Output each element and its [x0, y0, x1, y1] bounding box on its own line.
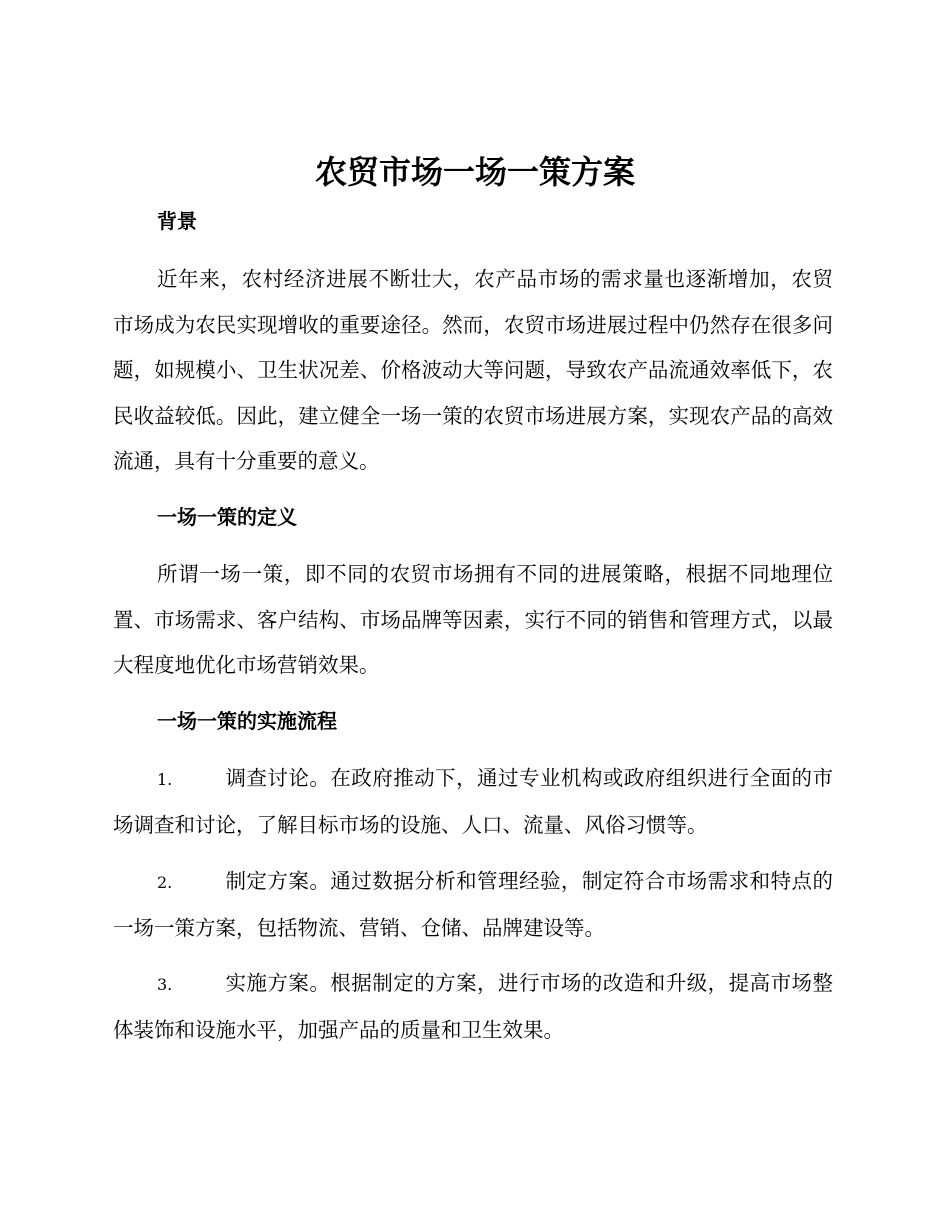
- list-item-text: 调查讨论。在政府推动下，通过专业机构或政府组织进行全面的市场调查和讨论，了解目标市场的设施、人口、流量、风俗习惯等。: [113, 766, 833, 837]
- background-paragraph: 近年来，农村经济进展不断壮大，农产品市场的需求量也逐渐增加，农贸市场成为农民实现增收的重要途径。然而，农贸市场进展过程中仍然存在很多问题，如规模小、卫生状况差、价格波动大等问题，导致农产品流通效率低下，农民收益较低。因此，建立健全一场一策的农贸市场进展方案，实现农产品的高效流通，具有十分重要的意义。: [113, 267, 833, 473]
- document-title: 农贸市场一场一策方案: [314, 153, 635, 191]
- section-heading-background: 背景: [157, 209, 197, 233]
- definition-paragraph: 所谓一场一策，即不同的农贸市场拥有不同的进展策略，根据不同地理位置、市场需求、客户结构、市场品牌等因素，实行不同的销售和管理方式，以最大程度地优化市场营销效果。: [113, 562, 833, 677]
- list-item-number: 3.: [157, 975, 173, 994]
- process-list-item: [113, 859, 833, 951]
- list-item-text: 制定方案。通过数据分析和管理经验，制定符合市场需求和特点的一场一策方案，包括物流、营销、仓储、品牌建设等。: [113, 869, 833, 940]
- list-item-number: 1.: [157, 770, 173, 789]
- process-list-item: [113, 961, 833, 1053]
- list-item-text: 实施方案。根据制定的方案，进行市场的改造和升级，提高市场整体装饰和设施水平，加强产品的质量和卫生效果。: [113, 971, 833, 1042]
- section-heading-process: 一场一策的实施流程: [157, 709, 337, 733]
- list-item-number: 2.: [157, 873, 173, 892]
- process-list-item: [113, 756, 833, 848]
- section-heading-definition: 一场一策的定义: [157, 505, 297, 529]
